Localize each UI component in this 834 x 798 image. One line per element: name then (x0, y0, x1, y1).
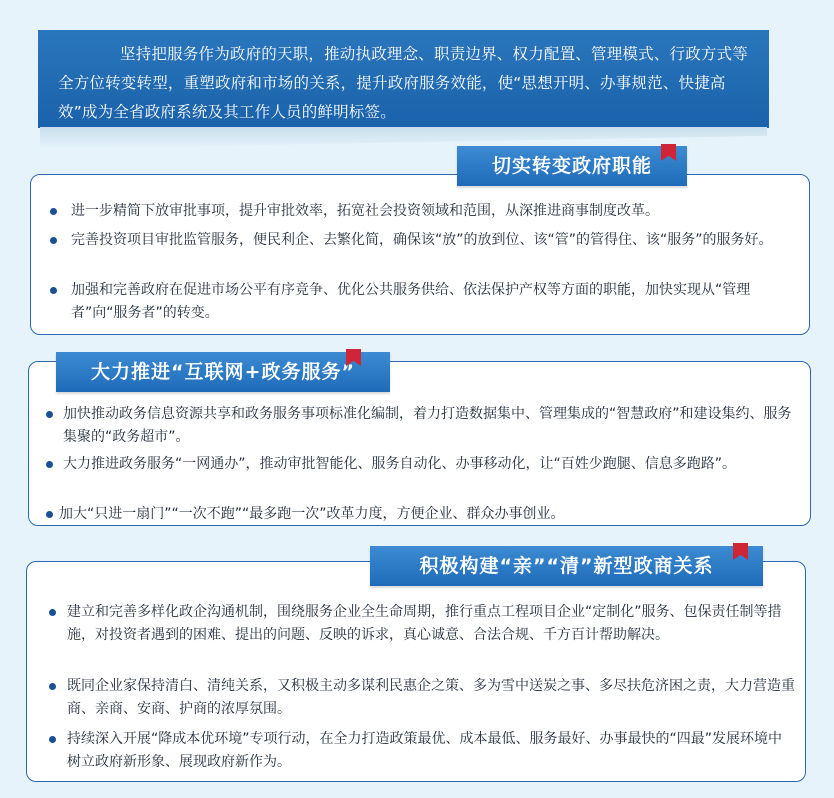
list-item: 大力推进政务服务“一网通办”，推动审批智能化、服务自动化、办事移动化，让“百姓少跑腿、信息多跑路”。 (63, 456, 737, 472)
bullet-icon (49, 736, 56, 743)
list-item: 加大“只进一扇门”“一次不跑”“最多跑一次”改革力度，方便企业、群众办事创业。 (59, 506, 565, 522)
list-item: 完善投资项目审批监管服务，便民利企、去繁化简，确保该“放”的放到位、该“管”的管得住、该“服务”的服务好。 (71, 232, 773, 248)
bullet-icon (46, 411, 53, 418)
bullet-icon (50, 208, 57, 215)
list-item: 进一步精简下放审批事项，提升审批效率，拓宽社会投资领域和范围，从深推进商事制度改革。 (71, 203, 659, 219)
bullet-icon (46, 511, 53, 518)
list-item: 建立和完善多样化政企沟通机制，围绕服务企业全生命周期，推行重点工程项目企业“定制化”服务、包保责任制等措施，对投资者遇到的困难、提出的问题、反映的诉求，真心诚意、合法合规、千方百计帮助解决。 (67, 604, 782, 643)
bullet-icon (49, 683, 56, 690)
bullet-icon (50, 287, 57, 294)
list-item: 持续深入开展“降成本优环境”专项行动，在全力打造政策最优、成本最低、服务最好、办事最快的“四最”发展环境中树立政府新形象、展现政府新作为。 (67, 731, 783, 770)
list-item: 既同企业家保持清白、清纯关系，又积极主动多谋利民惠企之策、多为雪中送炭之事、多尽扶危济困之责，大力营造重商、亲商、安商、护商的浓厚氛围。 (67, 678, 795, 717)
intro-text: 坚持把服务作为政府的天职，推动执政理念、职责边界、权力配置、管理模式、行政方式等全方位转变转型，重塑政府和市场的关系，提升政府服务效能，使“思想开明、办事规范、快捷高效”成为全省政府系统及其工作人员的鲜明标签。 (58, 45, 749, 121)
bullet-icon (46, 461, 53, 468)
section-title-business-relations: 积极构建“亲”“清”新型政商关系 (370, 546, 763, 586)
section-title-functions: 切实转变政府职能 (457, 146, 687, 186)
section-title-internet-services: 大力推进“互联网+政务服务” (56, 352, 390, 392)
bullet-icon (49, 609, 56, 616)
bullet-icon (50, 237, 57, 244)
list-item: 加快推动政务信息资源共享和政务服务事项标准化编制，着力打造数据集中、管理集成的“智慧政府”和建设集约、服务集聚的“政务超市”。 (63, 406, 792, 445)
intro-banner (38, 30, 769, 128)
list-item: 加强和完善政府在促进市场公平有序竞争、优化公共服务供给、依法保护产权等方面的职能，加快实现从“管理者”向“服务者”的转变。 (71, 282, 751, 321)
